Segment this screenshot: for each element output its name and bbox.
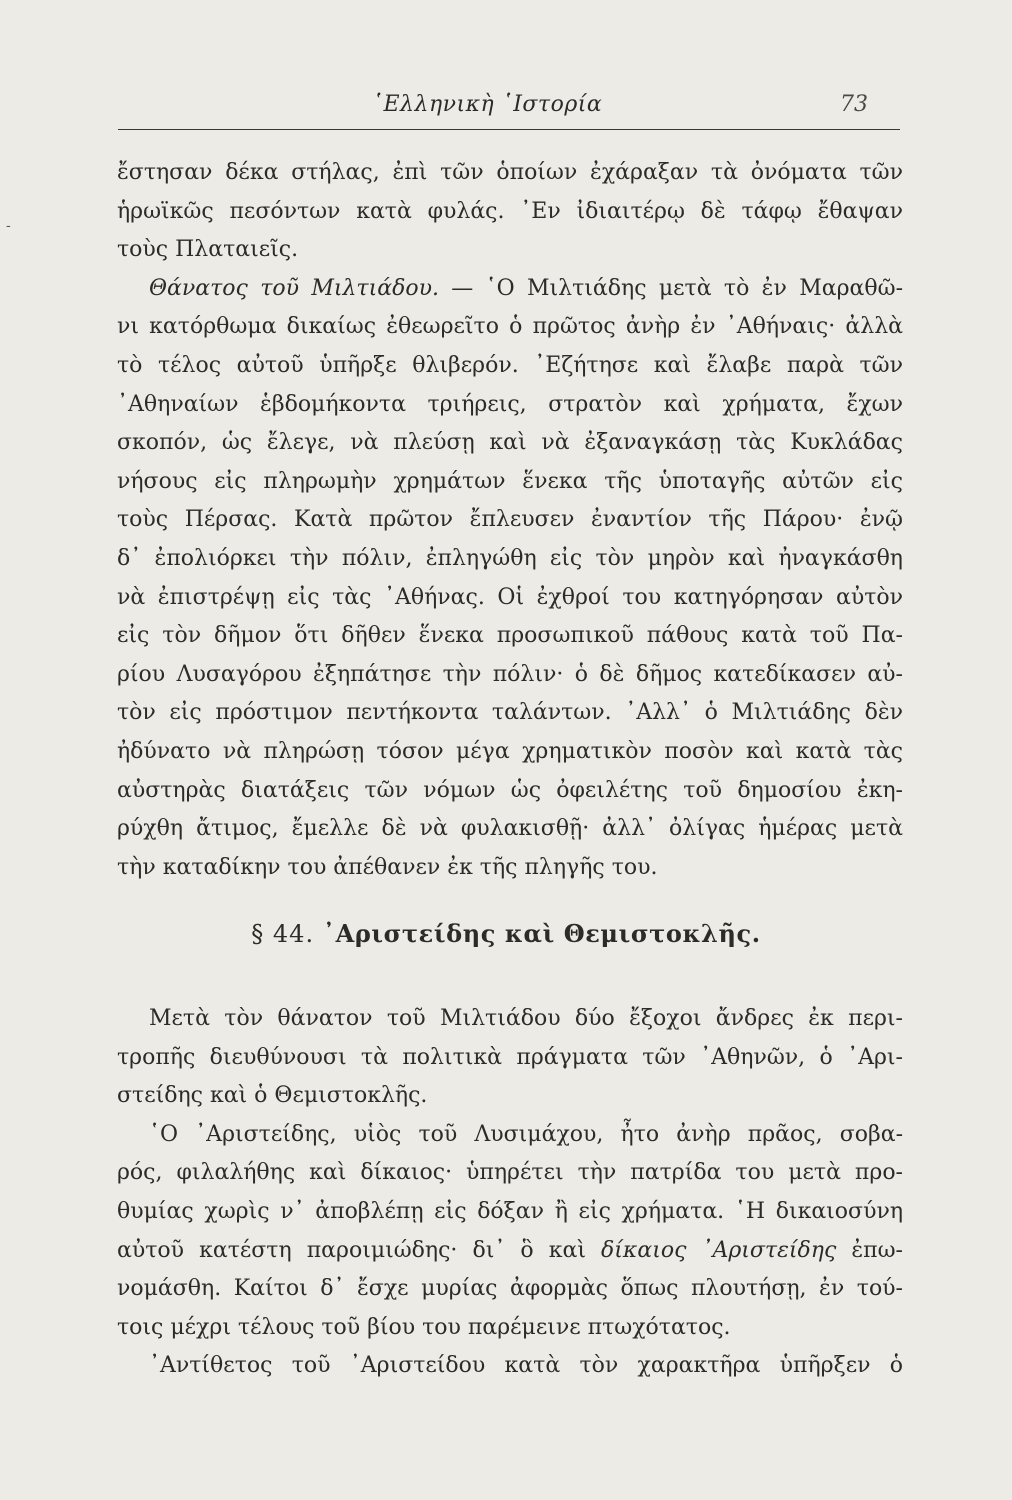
text-line: αὐστηρὰς διατάξεις τῶν νόμων ὡς ὀφειλέτης τοῦ δημοσίου ἐκη- bbox=[117, 777, 903, 803]
text-line-mixed bbox=[117, 1232, 903, 1271]
text-fragment: ἐπω- bbox=[836, 1237, 903, 1263]
paragraph-lead-line bbox=[117, 270, 903, 309]
text-line: νήσους εἰς πληρωμὴν χρημάτων ἕνεκα τῆς ὑποταγῆς αὐτῶν εἰς bbox=[117, 468, 903, 494]
text-line: δ᾿ ἐπολιόρκει τὴν πόλιν, ἐπληγώθη εἰς τὸν μηρὸν καὶ ἠναγκάσθη bbox=[117, 545, 903, 571]
paragraph-lead-italic: Θάνατος τοῦ Μιλτιάδου. bbox=[149, 275, 439, 301]
text-line: ρύχθη ἄτιμος, ἔμελλε δὲ νὰ φυλακισθῇ· ἀλλ᾿ ὀλίγας ἡμέρας μετὰ bbox=[117, 816, 903, 842]
text-line: τὸν εἰς πρόστιμον πεντήκοντα ταλάντων. ᾿Αλλ᾿ ὁ Μιλτιάδης δὲν bbox=[117, 700, 903, 726]
italic-epithet: δίκαιος ᾿Αριστείδης bbox=[601, 1237, 837, 1263]
paragraph-lead-rest: — ῾Ο Μιλτιάδης μετὰ τὸ ἐν Μαραθῶ- bbox=[438, 275, 903, 301]
section-number: § 44. bbox=[251, 920, 315, 948]
text-line: τοὺς Πλαταιεῖς. bbox=[117, 237, 299, 263]
text-line: ῾Ο ᾿Αριστείδης, υἱὸς τοῦ Λυσιμάχου, ἦτο ἀνὴρ πρᾶος, σοβα- bbox=[149, 1121, 903, 1147]
text-line: τὴν καταδίκην του ἀπέθανεν ἐκ τῆς πληγῆς του. bbox=[117, 854, 658, 880]
text-line: θυμίας χωρὶς ν᾿ ἀποβλέπῃ εἰς δόξαν ἢ εἰς χρήματα. ῾Η δικαιοσύνη bbox=[117, 1198, 903, 1224]
text-line: ρίου Λυσαγόρου ἐξηπάτησε τὴν πόλιν· ὁ δὲ δῆμος κατεδίκασεν αὐ- bbox=[117, 661, 903, 687]
text-line: ἡρωϊκῶς πεσόντων κατὰ φυλάς. ᾿Εν ἰδιαιτέρῳ δὲ τάφῳ ἔθαψαν bbox=[117, 198, 903, 224]
text-line: ᾿Αντίθετος τοῦ ᾿Αριστείδου κατὰ τὸν χαρακτῆρα ὑπῆρξεν ὁ bbox=[149, 1353, 903, 1379]
section-heading bbox=[0, 919, 1012, 948]
text-line: τοὺς Πέρσας. Κατὰ πρῶτον ἔπλευσεν ἐναντίον τῆς Πάρου· ἐνῷ bbox=[117, 507, 903, 533]
margin-mark: - bbox=[6, 218, 11, 234]
page-number: 73 bbox=[840, 92, 868, 117]
body-text-upper bbox=[117, 154, 903, 887]
text-line: ἔστησαν δέκα στήλας, ἐπὶ τῶν ὁποίων ἐχάραξαν τὰ ὀνόματα τῶν bbox=[117, 160, 903, 185]
text-line: ἠδύνατο νὰ πληρώσῃ τόσον μέγα χρηματικὸν ποσὸν καὶ κατὰ τὰς bbox=[117, 738, 903, 764]
text-line: ρός, φιλαλήθης καὶ δίκαιος· ὑπηρέτει τὴν πατρίδα του μετὰ προ- bbox=[117, 1160, 903, 1186]
text-line: στείδης καὶ ὁ Θεμιστοκλῆς. bbox=[117, 1083, 428, 1109]
text-line: νὰ ἐπιστρέψῃ εἰς τὰς ᾿Αθήνας. Οἱ ἐχθροί του κατηγόρησαν αὐτὸν bbox=[117, 584, 903, 610]
text-line: τροπῆς διευθύνουσι τὰ πολιτικὰ πράγματα τῶν ᾿Αθηνῶν, ὁ ᾿Αρι- bbox=[117, 1044, 903, 1070]
text-line: εἰς τὸν δῆμον ὅτι δῆθεν ἕνεκα προσωπικοῦ πάθους κατὰ τοῦ Πα- bbox=[117, 623, 903, 649]
text-line: Μετὰ τὸν θάνατον τοῦ Μιλτιάδου δύο ἔξοχοι ἄνδρες ἐκ περι- bbox=[149, 1006, 903, 1031]
header-rule bbox=[118, 129, 900, 130]
text-line: νομάσθη. Καίτοι δ᾿ ἔσχε μυρίας ἀφορμὰς ὅπως πλουτήσῃ, ἐν τού- bbox=[117, 1276, 903, 1302]
text-fragment: αὐτοῦ κατέστη παροιμιώδης· δι᾿ ὃ καὶ bbox=[117, 1237, 602, 1263]
text-line: νι κατόρθωμα δικαίως ἐθεωρεῖτο ὁ πρῶτος ἀνὴρ ἐν ᾿Αθήναις· ἀλλὰ bbox=[117, 314, 903, 340]
section-title: ᾿Αριστείδης καὶ Θεμιστοκλῆς. bbox=[323, 919, 761, 948]
text-line: σκοπόν, ὡς ἔλεγε, νὰ πλεύσῃ καὶ νὰ ἐξαναγκάσῃ τὰς Κυκλάδας bbox=[117, 430, 903, 456]
text-line: τοις μέχρι τέλους τοῦ βίου του παρέμεινε πτωχότατος. bbox=[117, 1314, 731, 1340]
body-text-lower bbox=[117, 1000, 903, 1386]
text-line: ᾿Αθηναίων ἑβδομήκοντα τριήρεις, στρατὸν καὶ χρήματα, ἔχων bbox=[117, 391, 903, 417]
text-line: τὸ τέλος αὐτοῦ ὑπῆρξε θλιβερόν. ᾿Εζήτησε καὶ ἔλαβε παρὰ τῶν bbox=[117, 352, 903, 378]
running-title: ῾Ελληνικὴ ῾Ιστορία bbox=[372, 92, 603, 117]
